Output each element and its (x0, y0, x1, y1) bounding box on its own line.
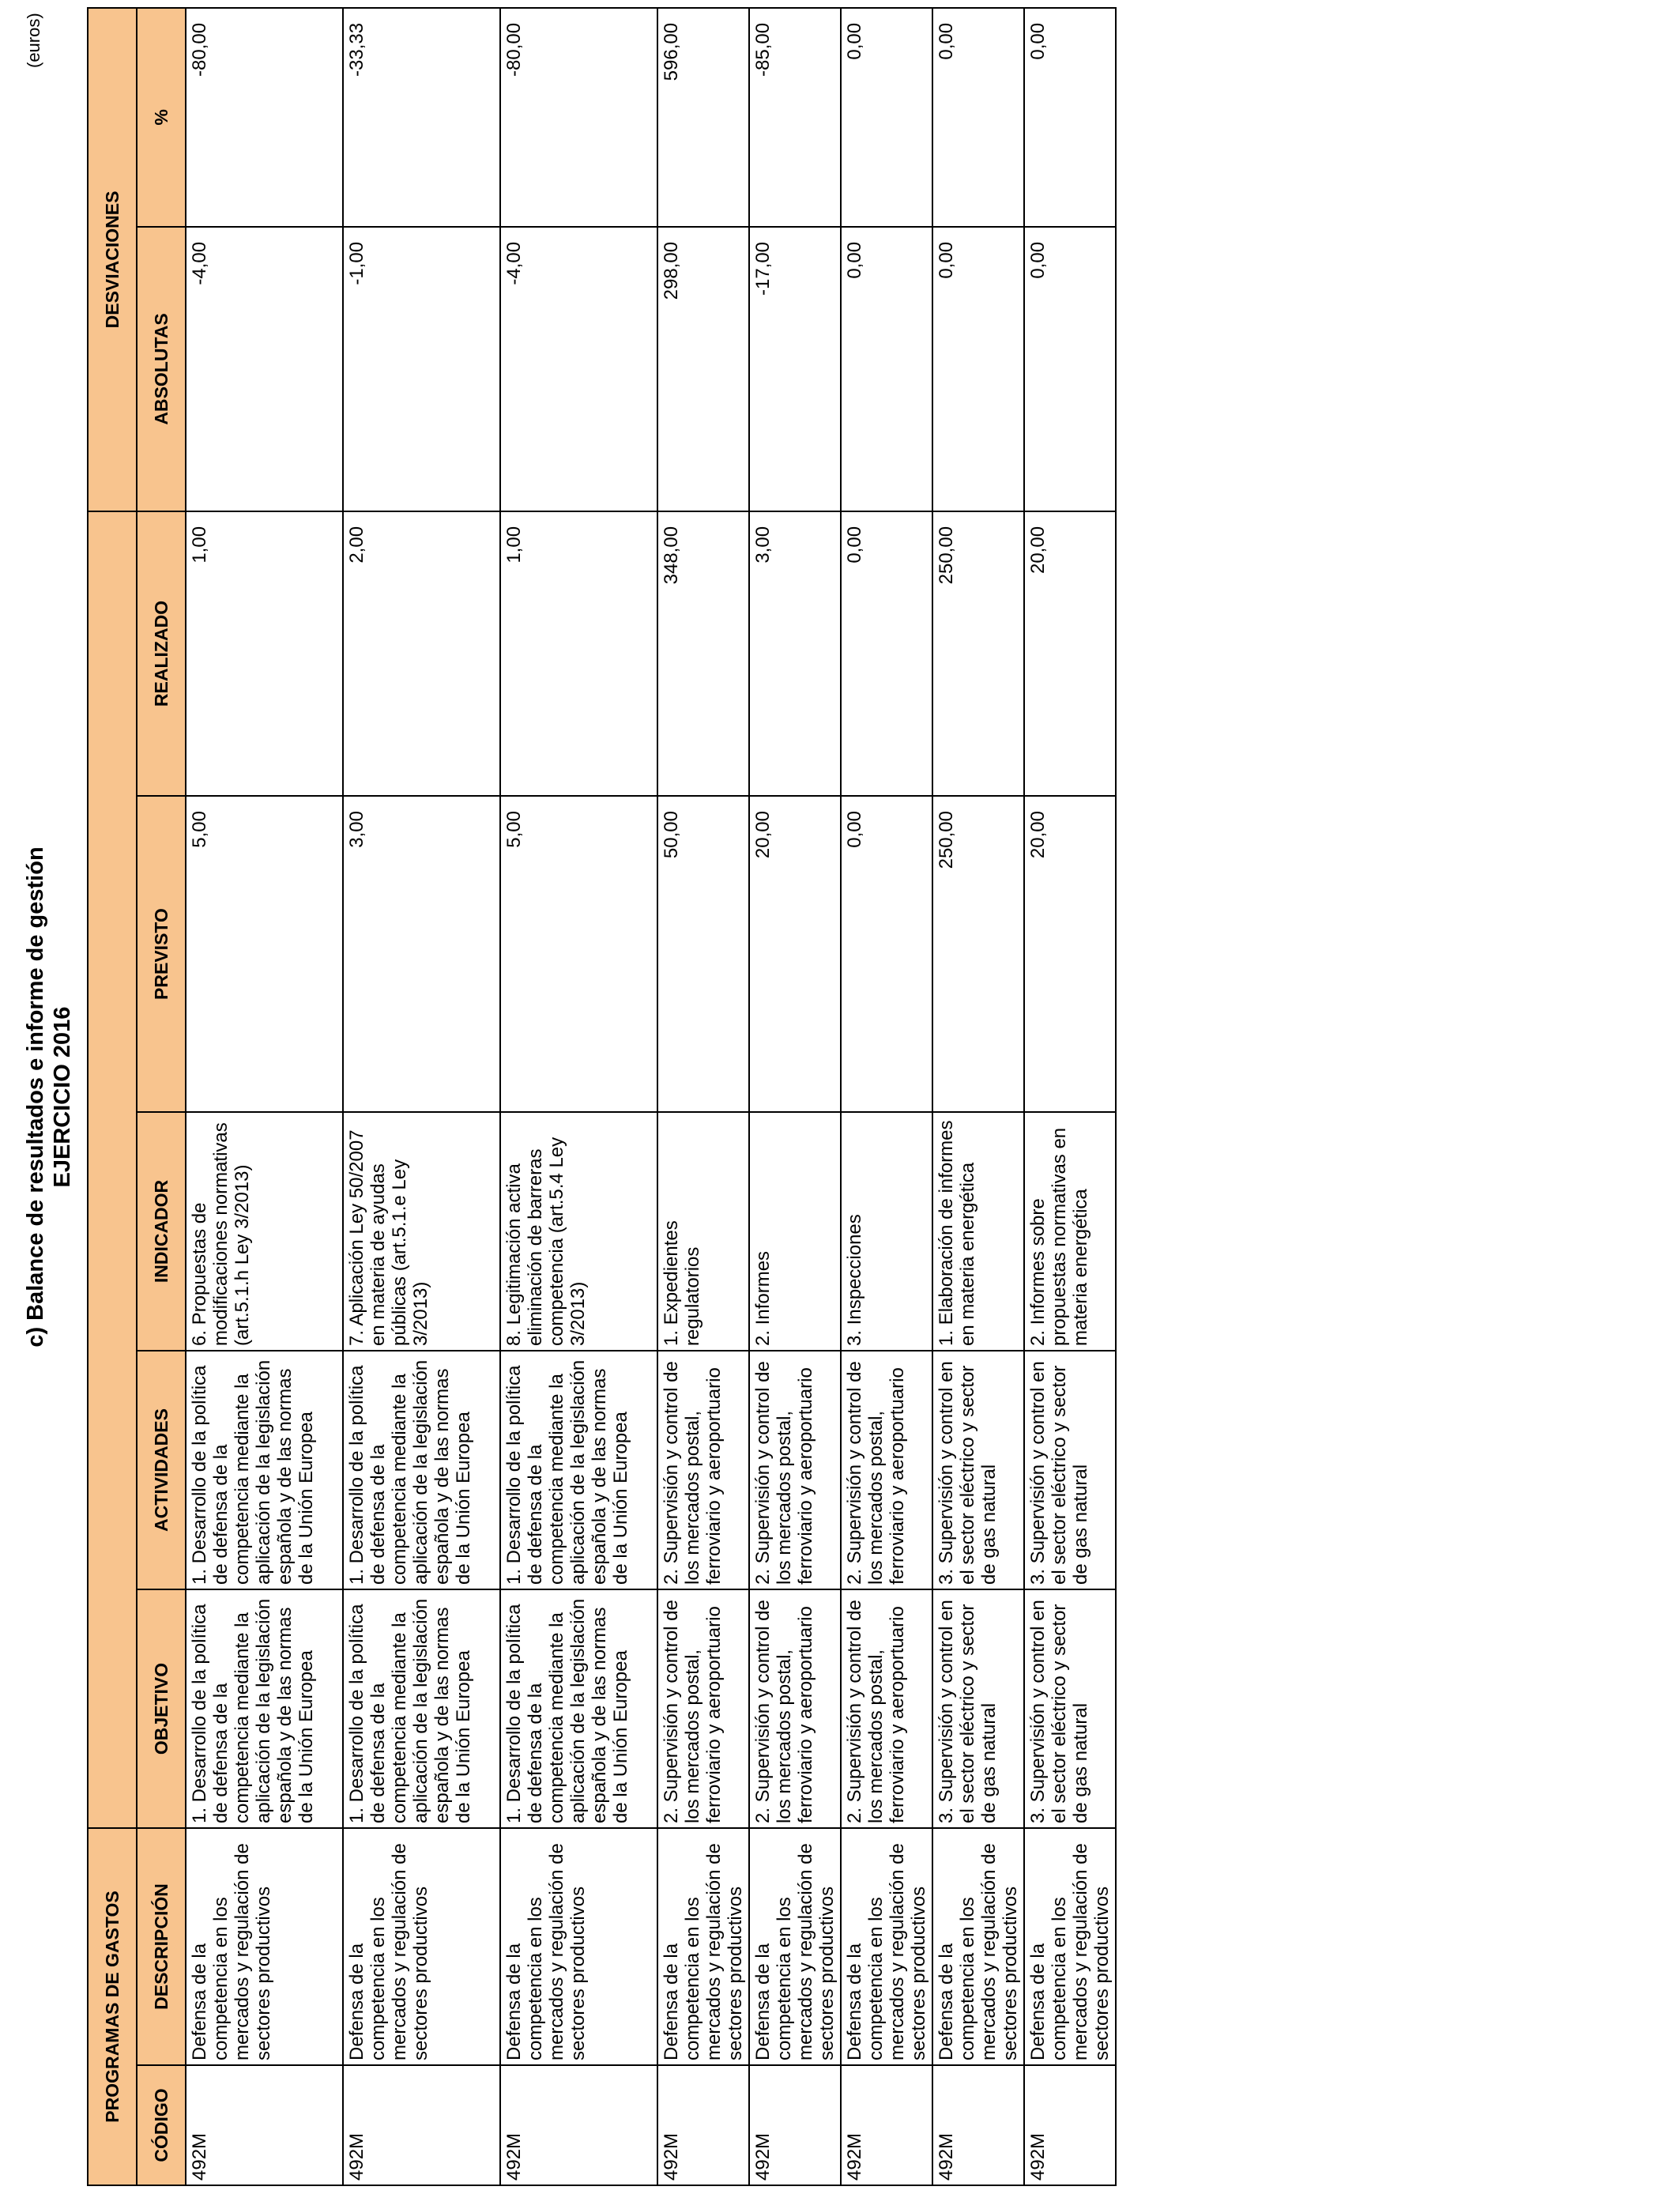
results-table (87, 7, 1117, 2186)
group-header-programas: PROGRAMAS DE GASTOS (88, 1828, 137, 2185)
cell-absolutas: 298,00 (657, 227, 749, 511)
cell-pct: 596,00 (657, 8, 749, 227)
cell-descripcion: Defensa de la competencia en los mercados y regulación de sectores productivos (186, 1828, 343, 2065)
cell-objetivo: 2. Supervisión y control de los mercados postal, ferroviario y aeroportuario (657, 1589, 749, 1828)
units-label: (euros) (24, 13, 43, 68)
cell-absolutas: 0,00 (841, 227, 932, 511)
cell-indicador: 1. Elaboración de informes en materia energética (932, 1112, 1024, 1351)
cell-absolutas: -17,00 (749, 227, 841, 511)
page-subtitle: EJERCICIO 2016 (50, 1006, 75, 1188)
cell-codigo: 492M (932, 2065, 1024, 2185)
cell-codigo: 492M (841, 2065, 932, 2185)
col-header-previsto: PREVISTO (137, 796, 186, 1112)
cell-realizado: 20,00 (1024, 511, 1116, 796)
cell-actividades: 1. Desarrollo de la política de defensa de la competencia mediante la aplicación de la legislación española y de las normas de la Unión Europea (186, 1351, 343, 1589)
cell-objetivo: 2. Supervisión y control de los mercados postal, ferroviario y aeroportuario (841, 1589, 932, 1828)
cell-indicador: 8. Legitimación activa eliminación de barreras competencia (art.5.4 Ley 3/2013) (500, 1112, 657, 1351)
cell-previsto: 5,00 (500, 796, 657, 1112)
cell-codigo: 492M (1024, 2065, 1116, 2185)
table-row (1024, 8, 1116, 2185)
cell-objetivo: 3. Supervisión y control en el sector eléctrico y sector de gas natural (932, 1589, 1024, 1828)
cell-absolutas: -1,00 (343, 227, 500, 511)
group-header-spacer (88, 511, 137, 1828)
cell-codigo: 492M (343, 2065, 500, 2185)
cell-actividades: 2. Supervisión y control de los mercados postal, ferroviario y aeroportuario (749, 1351, 841, 1589)
cell-objetivo: 1. Desarrollo de la política de defensa de la competencia mediante la aplicación de la legislación española y de las normas de la Unión Europea (500, 1589, 657, 1828)
cell-actividades: 2. Supervisión y control de los mercados postal, ferroviario y aeroportuario (657, 1351, 749, 1589)
cell-indicador: 2. Informes (749, 1112, 841, 1351)
cell-indicador: 2. Informes sobre propuestas normativas en materia energética (1024, 1112, 1116, 1351)
table-row (841, 8, 932, 2185)
cell-actividades: 3. Supervisión y control en el sector eléctrico y sector de gas natural (932, 1351, 1024, 1589)
cell-absolutas: 0,00 (1024, 227, 1116, 511)
cell-descripcion: Defensa de la competencia en los mercados y regulación de sectores productivos (343, 1828, 500, 2065)
cell-realizado: 3,00 (749, 511, 841, 796)
cell-realizado: 348,00 (657, 511, 749, 796)
cell-indicador: 6. Propuestas de modificaciones normativas (art.5.1.h Ley 3/2013) (186, 1112, 343, 1351)
cell-absolutas: -4,00 (500, 227, 657, 511)
cell-objetivo: 1. Desarrollo de la política de defensa de la competencia mediante la aplicación de la legislación española y de las normas de la Unión Europea (186, 1589, 343, 1828)
cell-previsto: 20,00 (749, 796, 841, 1112)
cell-indicador: 1. Expedientes regulatorios (657, 1112, 749, 1351)
table-row (186, 8, 343, 2185)
cell-previsto: 250,00 (932, 796, 1024, 1112)
cell-pct: -33,33 (343, 8, 500, 227)
col-header-descripcion: DESCRIPCIÓN (137, 1828, 186, 2065)
cell-realizado: 0,00 (841, 511, 932, 796)
cell-codigo: 492M (500, 2065, 657, 2185)
cell-descripcion: Defensa de la competencia en los mercados y regulación de sectores productivos (932, 1828, 1024, 2065)
cell-pct: -80,00 (500, 8, 657, 227)
col-header-indicador: INDICADOR (137, 1112, 186, 1351)
cell-indicador: 7. Aplicación Ley 50/2007 en materia de ayudas públicas (art.5.1.e Ley 3/2013) (343, 1112, 500, 1351)
cell-pct: 0,00 (841, 8, 932, 227)
cell-realizado: 250,00 (932, 511, 1024, 796)
col-header-objetivo: OBJETIVO (137, 1589, 186, 1828)
cell-indicador: 3. Inspecciones (841, 1112, 932, 1351)
cell-previsto: 5,00 (186, 796, 343, 1112)
cell-absolutas: -4,00 (186, 227, 343, 511)
table-row (500, 8, 657, 2185)
cell-pct: -80,00 (186, 8, 343, 227)
cell-actividades: 1. Desarrollo de la política de defensa de la competencia mediante la aplicación de la legislación española y de las normas de la Unión Europea (500, 1351, 657, 1589)
cell-previsto: 20,00 (1024, 796, 1116, 1112)
cell-realizado: 1,00 (186, 511, 343, 796)
cell-pct: 0,00 (1024, 8, 1116, 227)
cell-previsto: 0,00 (841, 796, 932, 1112)
cell-objetivo: 3. Supervisión y control en el sector eléctrico y sector de gas natural (1024, 1589, 1116, 1828)
cell-descripcion: Defensa de la competencia en los mercados y regulación de sectores productivos (749, 1828, 841, 2065)
document-header (22, 0, 76, 2194)
cell-codigo: 492M (186, 2065, 343, 2185)
column-header-row (137, 8, 186, 2185)
cell-previsto: 3,00 (343, 796, 500, 1112)
cell-realizado: 1,00 (500, 511, 657, 796)
cell-objetivo: 2. Supervisión y control de los mercados postal, ferroviario y aeroportuario (749, 1589, 841, 1828)
col-header-actividades: ACTIVIDADES (137, 1351, 186, 1589)
cell-pct: -85,00 (749, 8, 841, 227)
group-header-row (88, 8, 137, 2185)
col-header-absolutas: ABSOLUTAS (137, 227, 186, 511)
page-title: c) Balance de resultados e informe de gestión (23, 846, 48, 1348)
cell-actividades: 3. Supervisión y control en el sector eléctrico y sector de gas natural (1024, 1351, 1116, 1589)
table-row (343, 8, 500, 2185)
table-row (657, 8, 749, 2185)
cell-actividades: 2. Supervisión y control de los mercados postal, ferroviario y aeroportuario (841, 1351, 932, 1589)
table-row (749, 8, 841, 2185)
cell-previsto: 50,00 (657, 796, 749, 1112)
table-row (932, 8, 1024, 2185)
cell-absolutas: 0,00 (932, 227, 1024, 511)
cell-descripcion: Defensa de la competencia en los mercados y regulación de sectores productivos (1024, 1828, 1116, 2065)
col-header-pct: % (137, 8, 186, 227)
cell-codigo: 492M (657, 2065, 749, 2185)
cell-descripcion: Defensa de la competencia en los mercados y regulación de sectores productivos (500, 1828, 657, 2065)
col-header-realizado: REALIZADO (137, 511, 186, 796)
cell-descripcion: Defensa de la competencia en los mercados y regulación de sectores productivos (841, 1828, 932, 2065)
cell-actividades: 1. Desarrollo de la política de defensa de la competencia mediante la aplicación de la legislación española y de las normas de la Unión Europea (343, 1351, 500, 1589)
cell-realizado: 2,00 (343, 511, 500, 796)
group-header-desviaciones: DESVIACIONES (88, 8, 137, 511)
col-header-codigo: CÓDIGO (137, 2065, 186, 2185)
cell-descripcion: Defensa de la competencia en los mercados y regulación de sectores productivos (657, 1828, 749, 2065)
cell-objetivo: 1. Desarrollo de la política de defensa de la competencia mediante la aplicación de la legislación española y de las normas de la Unión Europea (343, 1589, 500, 1828)
cell-pct: 0,00 (932, 8, 1024, 227)
cell-codigo: 492M (749, 2065, 841, 2185)
